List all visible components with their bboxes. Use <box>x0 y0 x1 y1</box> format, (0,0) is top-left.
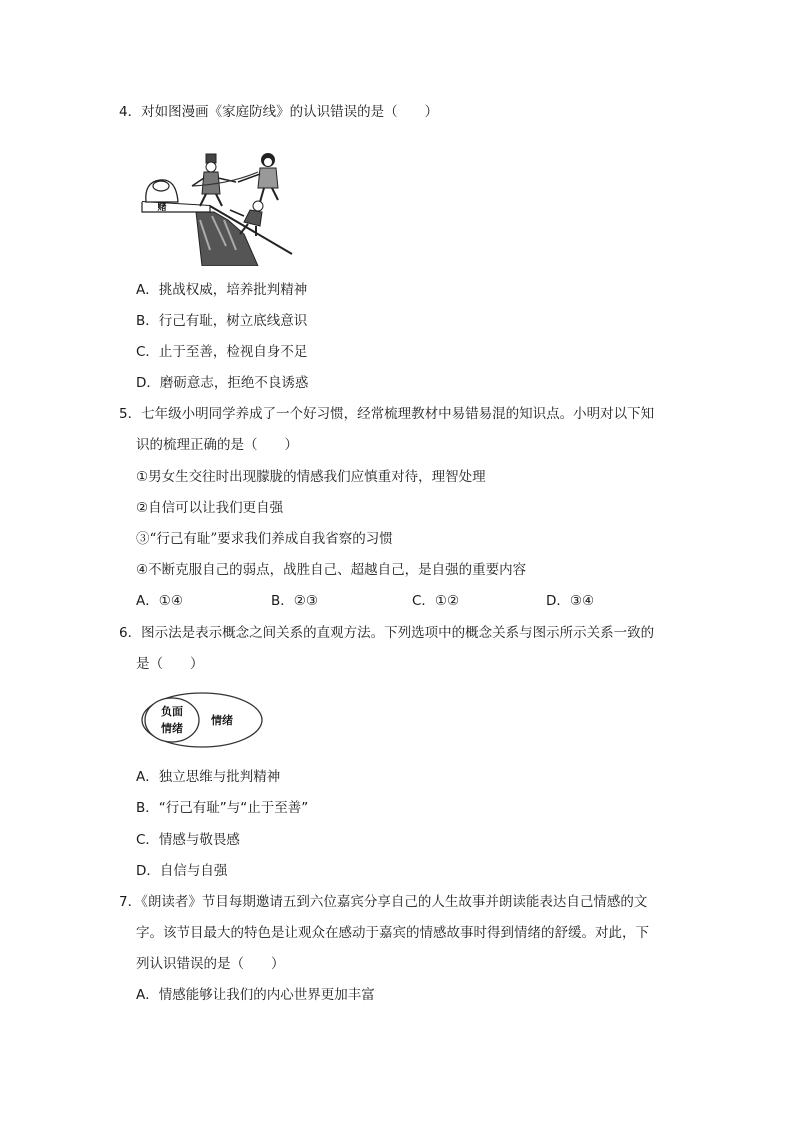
q6-stem-line1: 6．图示法是表示概念之间关系的直观方法。下列选项中的概念关系与图示所示关系一致的 <box>119 625 655 641</box>
q5-choice-a: A．①④ <box>136 593 183 609</box>
venn-inner-label-line2: 情绪 <box>161 722 183 735</box>
q4-option-c: C．止于至善，检视自身不足 <box>136 344 308 360</box>
q6-option-d: D．自信与自强 <box>136 863 228 879</box>
venn-outer-label: 情绪 <box>211 714 233 727</box>
q4-option-b: B．行己有耻，树立底线意识 <box>136 313 308 329</box>
q6-option-c: C．情感与敬畏感 <box>136 832 240 848</box>
q6-stem-line2: 是（ ） <box>136 656 204 672</box>
cartoon-label: 赌 <box>157 203 167 213</box>
q5-item-4: ④不断克服自己的弱点，战胜自己、超越自己，是自强的重要内容 <box>136 562 527 578</box>
q5-choices <box>136 591 676 611</box>
family-defense-cartoon <box>140 150 296 266</box>
q5-item-3: ③“行己有耻”要求我们养成自我省察的习惯 <box>136 531 393 547</box>
q5-item-2: ②自信可以让我们更自强 <box>136 500 284 516</box>
q5-item-1: ①男女生交往时出现朦胧的情感我们应慎重对待，理智处理 <box>136 469 486 485</box>
q6-option-a: A．独立思维与批判精神 <box>136 769 281 785</box>
q7-stem-line2: 字。该节目最大的特色是让观众在感动于嘉宾的情感故事时得到情绪的舒缓。对此，下 <box>136 925 649 941</box>
q5-choice-c: C．①② <box>412 593 460 609</box>
q7-option-a: A．情感能够让我们的内心世界更加丰富 <box>136 987 375 1003</box>
venn-inner-label-line1: 负面 <box>161 705 183 718</box>
q4-stem: 4．对如图漫画《家庭防线》的认识错误的是（ ） <box>119 104 439 120</box>
q5-choice-b: B．②③ <box>271 593 318 609</box>
venn-diagram <box>140 690 264 750</box>
q6-option-b: B．“行己有耻”与“止于至善” <box>136 800 309 816</box>
q4-option-a: A．挑战权威，培养批判精神 <box>136 282 308 298</box>
q7-stem-line1: 7．《朗读者》节目每期邀请五到六位嘉宾分享自己的人生故事并朗读能表达自己情感的文 <box>119 894 648 910</box>
q4-option-d: D．磨砺意志，拒绝不良诱惑 <box>136 375 309 391</box>
q5-stem-line2: 识的梳理正确的是（ ） <box>136 437 298 453</box>
q7-stem-line3: 列认识错误的是（ ） <box>136 956 285 972</box>
q5-choice-d: D．③④ <box>546 593 595 609</box>
q5-stem-line1: 5．七年级小明同学养成了一个好习惯，经常梳理教材中易错易混的知识点。小明对以下知 <box>119 406 655 422</box>
